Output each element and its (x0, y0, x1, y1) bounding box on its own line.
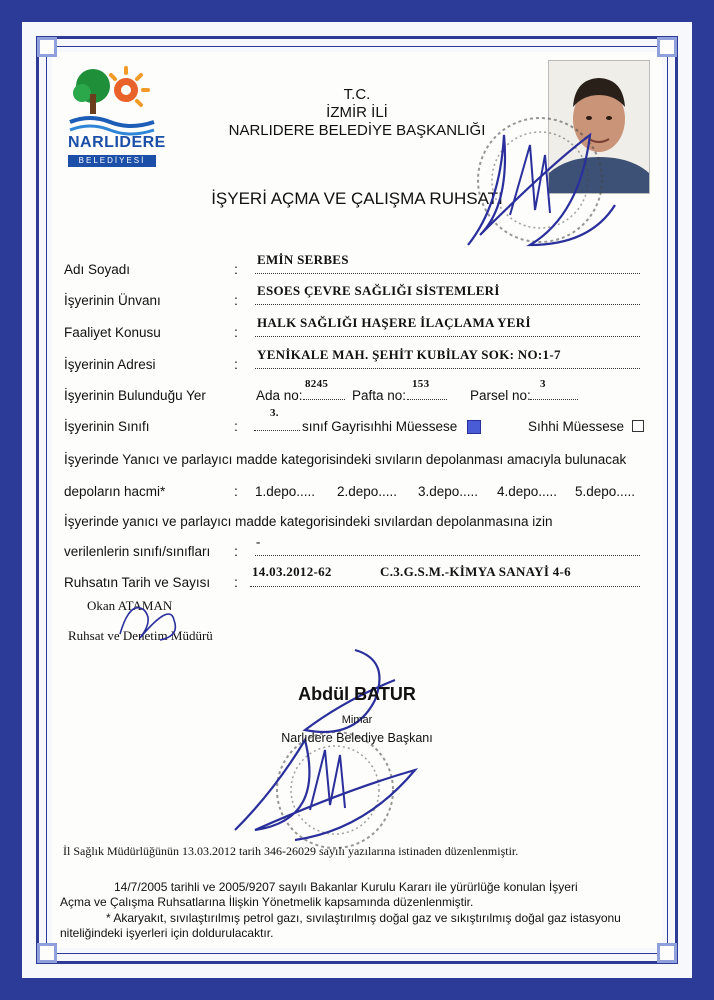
corner-ornament (657, 943, 677, 963)
header-province: İZMİR İLİ (326, 104, 388, 121)
parsel-value: 3 (540, 378, 546, 390)
logo-text: NARLIDERE (68, 134, 166, 151)
ada-value: 8245 (305, 378, 329, 390)
depot-2: 2.depo..... (337, 484, 398, 499)
depot-5: 5.depo..... (575, 484, 636, 499)
header-tc: T.C. (343, 86, 371, 103)
activity-label: Faaliyet Konusu (64, 325, 161, 340)
date-value: 14.03.2012-62 (252, 564, 332, 579)
ada-label: Ada no: (256, 388, 303, 403)
colon: : (234, 483, 238, 499)
dotted-line (255, 555, 640, 556)
mayor-profession: Mimar (341, 714, 373, 726)
manager-signature (110, 590, 200, 650)
dotted-line (255, 304, 640, 305)
depot-1: 1.depo..... (255, 484, 316, 499)
mayor-name: Abdül BATUR (298, 684, 416, 704)
footnote-asterisk-2: niteliğindeki işyerleri için doldurulacaktır. (60, 926, 274, 940)
activity-value: HALK SAĞLIĞI HAŞERE İLAÇLAMA YERİ (257, 315, 531, 330)
permit-value: - (256, 534, 261, 549)
official-stamp-top (440, 95, 640, 275)
mayor-title: Narlıdere Belediye Başkanı (281, 731, 433, 745)
footnote-regulation-2: Açma ve Çalışma Ruhsatlarına İlişkin Yönetmelik kapsamında düzenlenmiştir. (60, 895, 474, 909)
colon: : (234, 324, 238, 340)
address-value: YENİKALE MAH. ŞEHİT KUBİLAY SOK: NO:1-7 (257, 347, 561, 362)
name-label: Adı Soyadı (64, 262, 131, 277)
depot-4: 4.depo..... (497, 484, 558, 499)
date-label: Ruhsatın Tarih ve Sayısı (64, 575, 211, 590)
class-text-sihhi: Sıhhi Müessese (528, 419, 625, 434)
parsel-label: Parsel no: (470, 388, 531, 403)
manager-title: Ruhsat ve Denetim Müdürü (68, 628, 213, 643)
colon: : (234, 292, 238, 308)
gayrisihhi-checkbox-checked (467, 420, 481, 434)
dotted-line (255, 368, 640, 369)
dotted-line (255, 336, 640, 337)
document-title: İŞYERİ AÇMA VE ÇALIŞMA RUHSATI (211, 189, 503, 208)
storage-question: İşyerinde Yanıcı ve parlayıcı madde kategorisindeki sıvıların depolanması amacıyla bulunacak (64, 452, 627, 467)
dotted-line (407, 399, 447, 400)
corner-ornament (657, 37, 677, 57)
colon: : (234, 543, 238, 559)
mayor-signature-stamp (215, 640, 445, 860)
corner-ornament (37, 943, 57, 963)
corner-ornament (37, 37, 57, 57)
footnote-health: İl Sağlık Müdürlüğünün 13.03.2012 tarih 346-26029 sayılı yazılarına istinaden düzenlenmiştir. (63, 844, 519, 858)
class-label: İşyerinin Sınıfı (64, 419, 150, 434)
header-municipality: NARLIDERE BELEDİYE BAŞKANLIĞI (228, 122, 486, 139)
permit-label: verilenlerin sınıfı/sınıfları (64, 544, 211, 559)
dotted-line (530, 399, 578, 400)
colon: : (234, 574, 238, 590)
dotted-line (303, 399, 345, 400)
logo-subtext: BELEDİYESİ (68, 155, 156, 167)
dotted-line (254, 430, 300, 431)
pafta-label: Pafta no: (352, 388, 407, 403)
manager-name: Okan ATAMAN (87, 598, 173, 613)
address-label: İşyerinin Adresi (64, 357, 156, 372)
location-label: İşyerinin Bulunduğu Yer (64, 388, 206, 403)
pafta-value: 153 (412, 378, 430, 390)
sihhi-checkbox (632, 420, 644, 432)
colon: : (234, 418, 238, 434)
permit-question: İşyerinde yanıcı ve parlayıcı madde kategorisindeki sıvılardan depolanmasına izin (64, 514, 553, 529)
title-label: İşyerinin Ünvanı (64, 293, 161, 308)
dotted-line (255, 273, 640, 274)
storage-label: depoların hacmi* (64, 484, 166, 499)
depot-3: 3.depo..... (418, 484, 479, 499)
class-text-gayrisihhi: sınıf Gayrisıhhi Müessese (302, 419, 458, 434)
footnote-asterisk-1: * Akaryakıt, sıvılaştırılmış petrol gazı, sıvılaştırılmış doğal gaz ve sıkıştırılmış doğal gaz istasyonu (106, 911, 621, 925)
footnote-regulation-1: 14/7/2005 tarihli ve 2005/9207 sayılı Bakanlar Kurulu Kararı ile yürürlüğe konulan İşyeri (114, 880, 578, 894)
title-value: ESOES ÇEVRE SAĞLIĞI SİSTEMLERİ (257, 283, 500, 298)
class-value: 3. (270, 407, 279, 419)
number-value: C.3.G.S.M.-KİMYA SANAYİ 4-6 (380, 564, 571, 579)
dotted-line (250, 586, 640, 587)
colon: : (234, 356, 238, 372)
name-value: EMİN SERBES (257, 252, 349, 267)
colon: : (234, 261, 238, 277)
